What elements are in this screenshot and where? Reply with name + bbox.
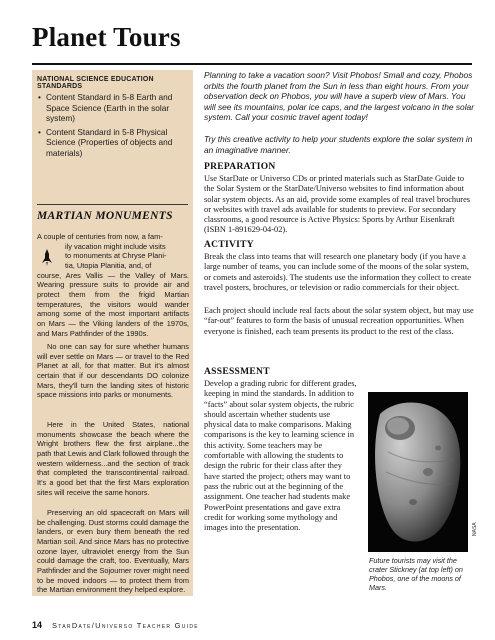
- sidebar-divider: [37, 204, 188, 205]
- standard-item: • Content Standard in 5-8 Earth and Space Science (Earth in the solar system): [37, 92, 189, 124]
- martian-monuments-title: MARTIAN MONUMENTS: [37, 210, 173, 222]
- activity-paragraph-2: Each project should include real facts about the solar system object, but may use “far-out” features to form the basis of unusual recreation opportunities. When everyone is finished, each team presents its product to the rest of the class.: [204, 306, 474, 336]
- monuments-paragraph-1: A couple of centuries from now, a fam- ily vacation might include visits to monuments at Chryse Plani- tia, Utopia Planitia, and, of course, Ares Vallis — the Valley of Mars. Wearing pressure suits to provide air and protect them from the frigid Martian temperatures, the visitors would wander among some of the most important artifacts on Mars — the Viking landers of the 1970s, and Mars Pathfinder of the 1990s.: [37, 232, 189, 338]
- title-rule: [32, 63, 472, 65]
- page-title: Planet Tours: [32, 22, 181, 52]
- assessment-heading: ASSESSMENT: [204, 367, 270, 377]
- preparation-text: Use StarDate or Universo CDs or printed materials such as StarDate Guide to the Solar System or the StarDate/Universo websites to find information about solar system objects. As an aid, provide some examples of real travel brochures or websites with travel ads available for students to preview. For secondary classrooms, a good resource is Active Physics: Sports by Arthur Eisenkraft (ISBN 1-891629-04-02).: [204, 174, 471, 235]
- monuments-paragraph-4: Preserving an old spacecraft on Mars will be challenging. Dust storms could damage the landers, or even bury them beneath the red Martian soil. And since Mars has no protective ozone layer, ultraviolet energy from the Sun could damage the craft, too. Eventually, Mars Pathfinder and the Sojourner rover might need to be moved indoors — to protect them from the Martian environment they helped explore.: [37, 508, 190, 595]
- intro-paragraph: Planning to take a vacation soon? Visit Phobos! Small and cozy, Phobos orbits the fourth planet from the Sun in less than eight hours. From your observation deck on Phobos, you will have a superb view of Mars. You will see its mountains, polar ice caps, and the largest volcano in the solar system. Call your cosmic travel agent today!: [204, 70, 475, 122]
- standards-list: [37, 92, 189, 162]
- monuments-paragraph-3: Here in the United States, national monuments showcase the beach where the Wright brothers flew the first airplane...the path that Lewis and Clark followed through the western wilderness...and the section of track that completed the transcontinental railroad. It's a good bet that the first Mars exploration sites will receive the same honors.: [37, 420, 190, 497]
- monuments-paragraph-2: No one can say for sure whether humans will ever settle on Mars — or travel to the Red Planet at all, for that matter. But it's almost certain that if our descendants DO colonize Mars, they'll turn the landing sites of historic space missions into parks or monuments.: [37, 342, 189, 400]
- photo-caption: Future tourists may visit the crater Stickney (at top left) on Phobos, one of the moons of Mars.: [369, 556, 463, 592]
- standards-heading: NATIONAL SCIENCE EDUCATION STANDARDS: [37, 76, 154, 90]
- phobos-image: [368, 392, 468, 552]
- intro-paragraph-2: Try this creative activity to help your students explore the solar system in an imaginative manner.: [204, 134, 473, 155]
- footer-title: StarDate/Universo Teacher Guide: [52, 621, 199, 630]
- assessment-text: Develop a grading rubric for different grades, keeping in mind the standards. In addition to “facts” about solar system objects, the rubric should ascertain whether students use physical data to make comparisons. Making comparisons is the key to learning science in this activity. Some teachers may be comfortable with allowing the students to design the rubric for their class after they have started the project; others may want to pass the rubric out at the beginning of the assignment. One teacher had students make PowerPoint presentations and gave extra credit for working some mythology and images into the presentation.: [204, 379, 357, 533]
- standard-item: • Content Standard in 5-8 Physical Science (Properties of objects and materials): [37, 127, 189, 159]
- activity-paragraph-1: Break the class into teams that will research one planetary body (if you have a large number of teams, you can include some of the moons of the solar system, or comets and asteroids). The students use the information they collect to create travel posters, brochures, or television or radio commercials for their object.: [204, 252, 472, 292]
- activity-heading: ACTIVITY: [204, 240, 254, 250]
- phobos-photo: [368, 392, 468, 552]
- sidebar-box: [32, 70, 193, 596]
- page-number: 14: [32, 620, 43, 630]
- preparation-heading: PREPARATION: [204, 162, 276, 172]
- photo-credit: NASA: [472, 522, 478, 536]
